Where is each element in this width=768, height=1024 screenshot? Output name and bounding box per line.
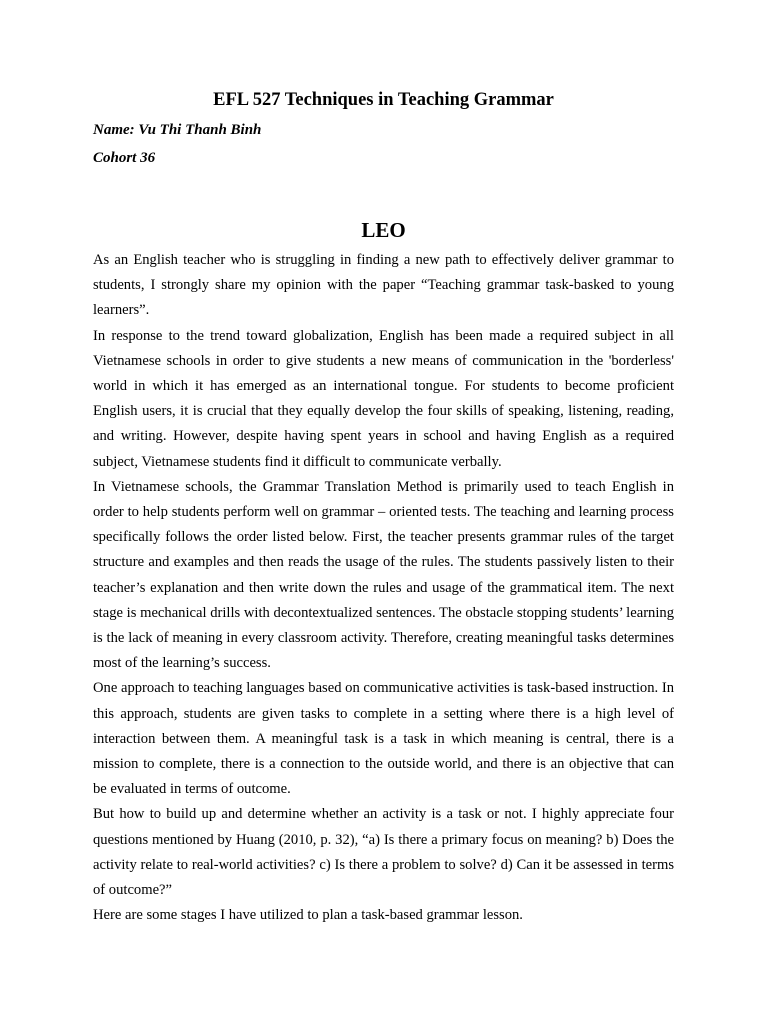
document-title: EFL 527 Techniques in Teaching Grammar bbox=[213, 90, 554, 110]
body-paragraph-6: Here are some stages I have utilized to plan a task-based grammar lesson. bbox=[93, 907, 523, 924]
author-name: Name: Vu Thi Thanh Binh bbox=[93, 122, 262, 138]
body-paragraph-4: One approach to teaching languages based on communicative activities is task-based instruction. In this approach, students are given tasks to complete in a setting where there is a high level of interaction between them. A meaningful task is a task in which meaning is central, there is a mission to complete, there is a connection to the outside world, and there is an objective that can be evaluated in terms of outcome. bbox=[93, 680, 674, 798]
body-paragraph-5: But how to build up and determine whether an activity is a task or not. I highly appreciate four questions mentioned by Huang (2010, p. 32), “a) Is there a primary focus on meaning? b) Does the activity relate to real-world activities? c) Is there a problem to solve? d) Can it be assessed in terms of outcome?” bbox=[93, 806, 674, 899]
body-paragraph-1: As an English teacher who is struggling in finding a new path to effectively deliver grammar to students, I strongly share my opinion with the paper “Teaching grammar task-basked to young learners”. bbox=[93, 252, 674, 319]
section-heading: LEO bbox=[361, 218, 406, 242]
body-paragraph-3: In Vietnamese schools, the Grammar Translation Method is primarily used to teach English in order to help students perform well on grammar – oriented tests. The teaching and learning process specifically follows the order listed below. First, the teacher presents grammar rules of the target structure and examples and then reads the usage of the rules. The students passively listen to their teacher’s explanation and then write down the rules and usage of the grammatical item. The next stage is mechanical drills with decontextualized sentences. The obstacle stopping students’ learning is the lack of meaning in every classroom activity. Therefore, creating meaningful tasks determines most of the learning’s success. bbox=[93, 478, 674, 672]
body-paragraph-2: In response to the trend toward globalization, English has been made a required subject in all Vietnamese schools in order to give students a new means of communication in the 'borderless' world in which it has emerged as an international tongue. For students to become proficient English users, it is crucial that they equally develop the four skills of speaking, listening, reading, and writing. However, despite having spent years in school and having English as a required subject, Vietnamese students find it difficult to communicate verbally. bbox=[93, 327, 674, 470]
document-page bbox=[93, 88, 674, 928]
cohort-label: Cohort 36 bbox=[93, 150, 156, 166]
